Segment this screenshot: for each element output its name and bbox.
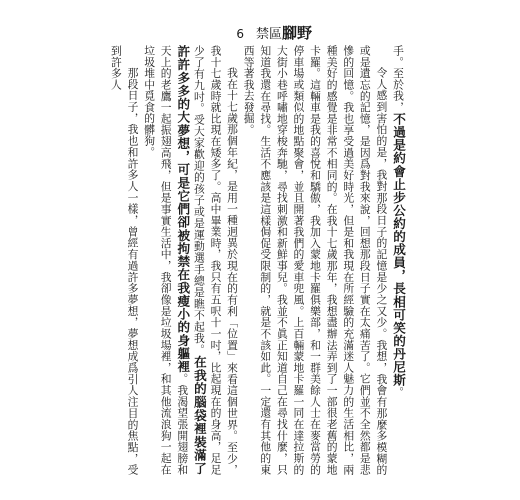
book-title-emphasis: 腳野 <box>281 24 312 42</box>
book-title <box>256 22 312 43</box>
book-page-text <box>109 45 406 476</box>
paragraph-3-emphasis: 在我的腦袋裡裝滿了許許多多的大夢想，可是它們卻被拘禁在我瘦小的身軀裡 <box>175 45 207 476</box>
paragraph-1-end: 。 <box>392 386 405 398</box>
running-header <box>236 22 312 43</box>
page-number: 6 <box>236 27 244 41</box>
paragraph-3-end: 。我渴望張開翅膀和天上的老鷹一起振翅高飛，但是事實生活中，我卻像是垃圾場裡，和其他流浪狗一起在垃圾堆中覓食的髒狗。 <box>143 45 190 476</box>
paragraph-4 <box>107 45 140 475</box>
paragraph-3 <box>141 45 241 475</box>
paragraph-1-text: 手。至於我， <box>392 45 405 113</box>
paragraph-1-emphasis: 不過是約會止步公約的成員，長相可笑的丹尼斯 <box>391 112 406 387</box>
paragraph-2-text: 令人感到害怕的是，我對那段日子的記憶是少之又少。我想，我會有那麼多模糊的或是遺忘的記憶，是因爲對我來說，回想那段日子實在太痛苦了。它們並不全然都是悲慘的回憶。我也享受過美好時光，但是和我現在所經驗的充滿迷人魅力的生活相比，兩種美好的感覺是非常不相同的。在我十七歲那年，我想盡辦法弄到了一部很老舊的蒙地卡羅。這輛車是我的喜悅和驕傲，我加入蒙地卡羅俱樂部，和一群美餘人士在麥當勞的停車場或類似的地點聚會，並且開著我們的愛車兜風。上百輛蒙地卡羅一同在達拉斯的大街小巷呼嘯地穿梭奔馳，尋找刺激和新鮮事兒。我並不眞正知道自己在尋找什麼，只知道我還在尋找。生活不應該是這樣侷促受限制的，就是不該如此。一定還有其他的東西等著我去發掘。 <box>242 45 389 475</box>
paragraph-4-text: 那段日子，我也和許多人一樣，曾經有過許多夢想，夢想成爲引人注目的焦點，受到許多人 <box>109 45 140 475</box>
paragraph-1 <box>389 45 406 475</box>
paragraph-2 <box>240 45 389 475</box>
paragraph-3-text: 我在十七歲那個年紀，是用一種迥異於現在的有利「位置」來看這個世界。至少，我十七歲時就比現在矮多了。高中畢業時，我只有五呎十一吋，比起現在的身高，足足少了有九吋。受大家歡迎的孩子或是運動選手總是瞧不起我。 <box>192 45 240 475</box>
book-title-prefix: 禁區 <box>255 27 282 42</box>
